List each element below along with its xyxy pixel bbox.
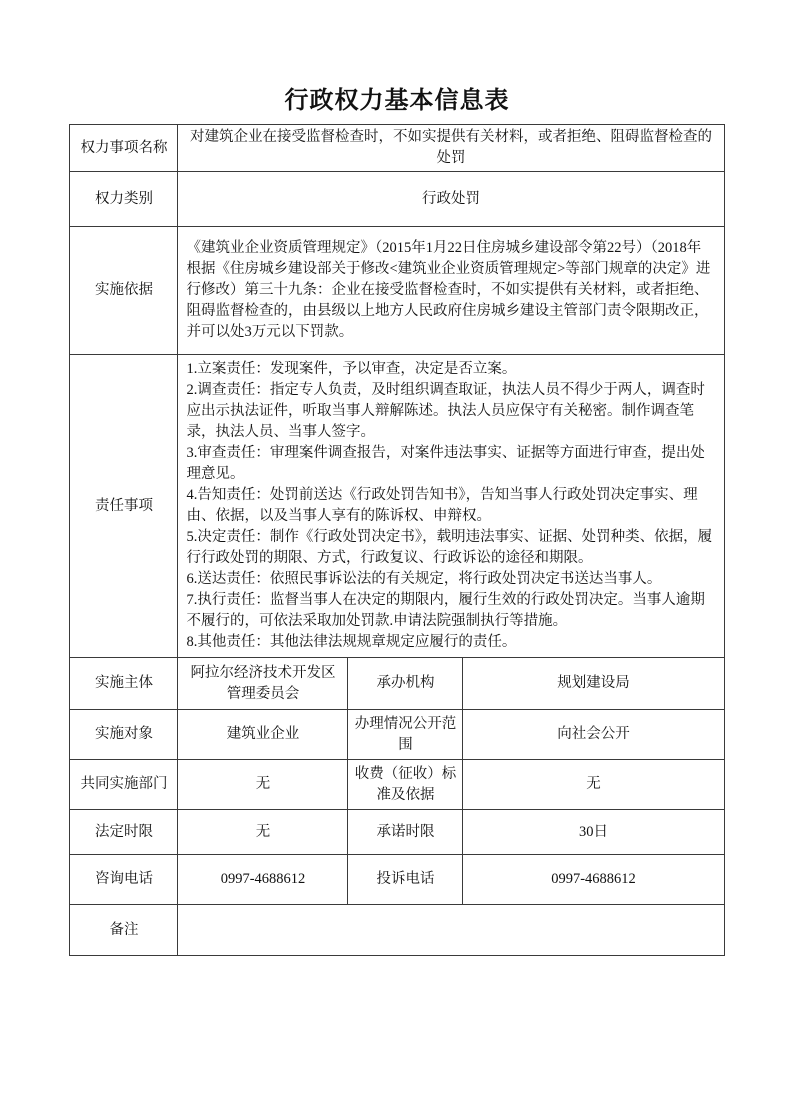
duty-item-4: 4.告知责任：处罚前送达《行政处罚告知书》，告知当事人行政处罚决定事实、理由、依据，以及当事人享有的陈诉权、申辩权。 [186,487,698,524]
cell-undertaking-org-label: 承办机构 [348,658,463,710]
cell-fee-standard-label: 收费（征收）标准及依据 [348,760,463,810]
cell-implementing-body-value: 阿拉尔经济技术开发区管理委员会 [178,658,348,710]
cell-power-name-label: 权力事项名称 [70,125,178,172]
cell-implementing-body-label: 实施主体 [70,658,178,710]
row-legal-basis [70,227,724,355]
duty-item-7: 7.执行责任：监督当事人在决定的期限内，履行生效的行政处罚决定。当事人逾期不履行的，可依法采取加处罚款.申请法院强制执行等措施。 [186,592,705,629]
duty-item-6: 6.送达责任：依照民事诉讼法的有关规定，将行政处罚决定书送达当事人。 [186,571,662,587]
cell-legal-time-limit-label: 法定时限 [70,810,178,855]
cell-legal-basis-value: 《建筑业企业资质管理规定》（2015年1月22日住房城乡建设部令第22号）（2018年根据《住房城乡建设部关于修改<建筑业企业资质管理规定>等部门规章的决定》进行修改）第三十九条：企业在接受监督检查时，不如实提供有关材料，或者拒绝、阻碍监督检查的，由县级以上地方人民政府住房城乡建设主管部门责令限期改正，并可以处3万元以下罚款。 [178,227,724,355]
duty-item-8: 8.其他责任：其他法律法规规章规定应履行的责任。 [186,634,517,650]
row-duties [70,355,724,658]
cell-power-type-value: 行政处罚 [178,172,724,227]
cell-promised-time-limit-value: 30日 [463,810,724,855]
cell-joint-departments-value: 无 [178,760,348,810]
row-time-limits [70,810,724,855]
page-title: 行政权力基本信息表 [284,87,510,114]
row-target [70,710,724,760]
cell-power-type-label: 权力类别 [70,172,178,227]
cell-disclosure-scope-value: 向社会公开 [463,710,724,760]
row-remarks [70,905,724,956]
cell-power-name-value: 对建筑企业在接受监督检查时，不如实提供有关材料，或者拒绝、阻碍监督检查的处罚 [178,125,724,172]
cell-promised-time-limit-label: 承诺时限 [348,810,463,855]
cell-joint-departments-label: 共同实施部门 [70,760,178,810]
duty-item-2: 2.调查责任：指定专人负责，及时组织调查取证，执法人员不得少于两人，调查时应出示执法证件，听取当事人辩解陈述。执法人员应保守有关秘密。制作调查笔录，执法人员、当事人签字。 [186,382,705,440]
row-joint-departments [70,760,724,810]
cell-duties-label: 责任事项 [70,355,178,658]
row-power-name [70,125,724,172]
row-phones [70,855,724,905]
row-implementing-body [70,658,724,710]
cell-consult-phone-label: 咨询电话 [70,855,178,905]
cell-target-value: 建筑业企业 [178,710,348,760]
duty-item-3: 3.审查责任：审理案件调查报告，对案件违法事实、证据等方面进行审查，提出处理意见。 [186,445,705,482]
cell-complaint-phone-value: 0997-4688612 [463,855,724,905]
cell-fee-standard-value: 无 [463,760,724,810]
duty-item-1: 1.立案责任：发现案件，予以审查，决定是否立案。 [186,361,517,377]
cell-remarks-label: 备注 [70,905,178,956]
cell-duties-value [178,355,724,658]
cell-undertaking-org-value: 规划建设局 [463,658,724,710]
info-table [69,124,724,956]
row-power-type [70,172,724,227]
cell-remarks-value [178,905,724,956]
cell-consult-phone-value: 0997-4688612 [178,855,348,905]
cell-complaint-phone-label: 投诉电话 [348,855,463,905]
duty-item-5: 5.决定责任：制作《行政处罚决定书》，载明违法事实、证据、处罚种类、依据，履行行政处罚的期限、方式，行政复议、行政诉讼的途径和期限。 [186,529,713,566]
cell-legal-basis-label: 实施依据 [70,227,178,355]
cell-disclosure-scope-label: 办理情况公开范围 [348,710,463,760]
cell-target-label: 实施对象 [70,710,178,760]
cell-legal-time-limit-value: 无 [178,810,348,855]
